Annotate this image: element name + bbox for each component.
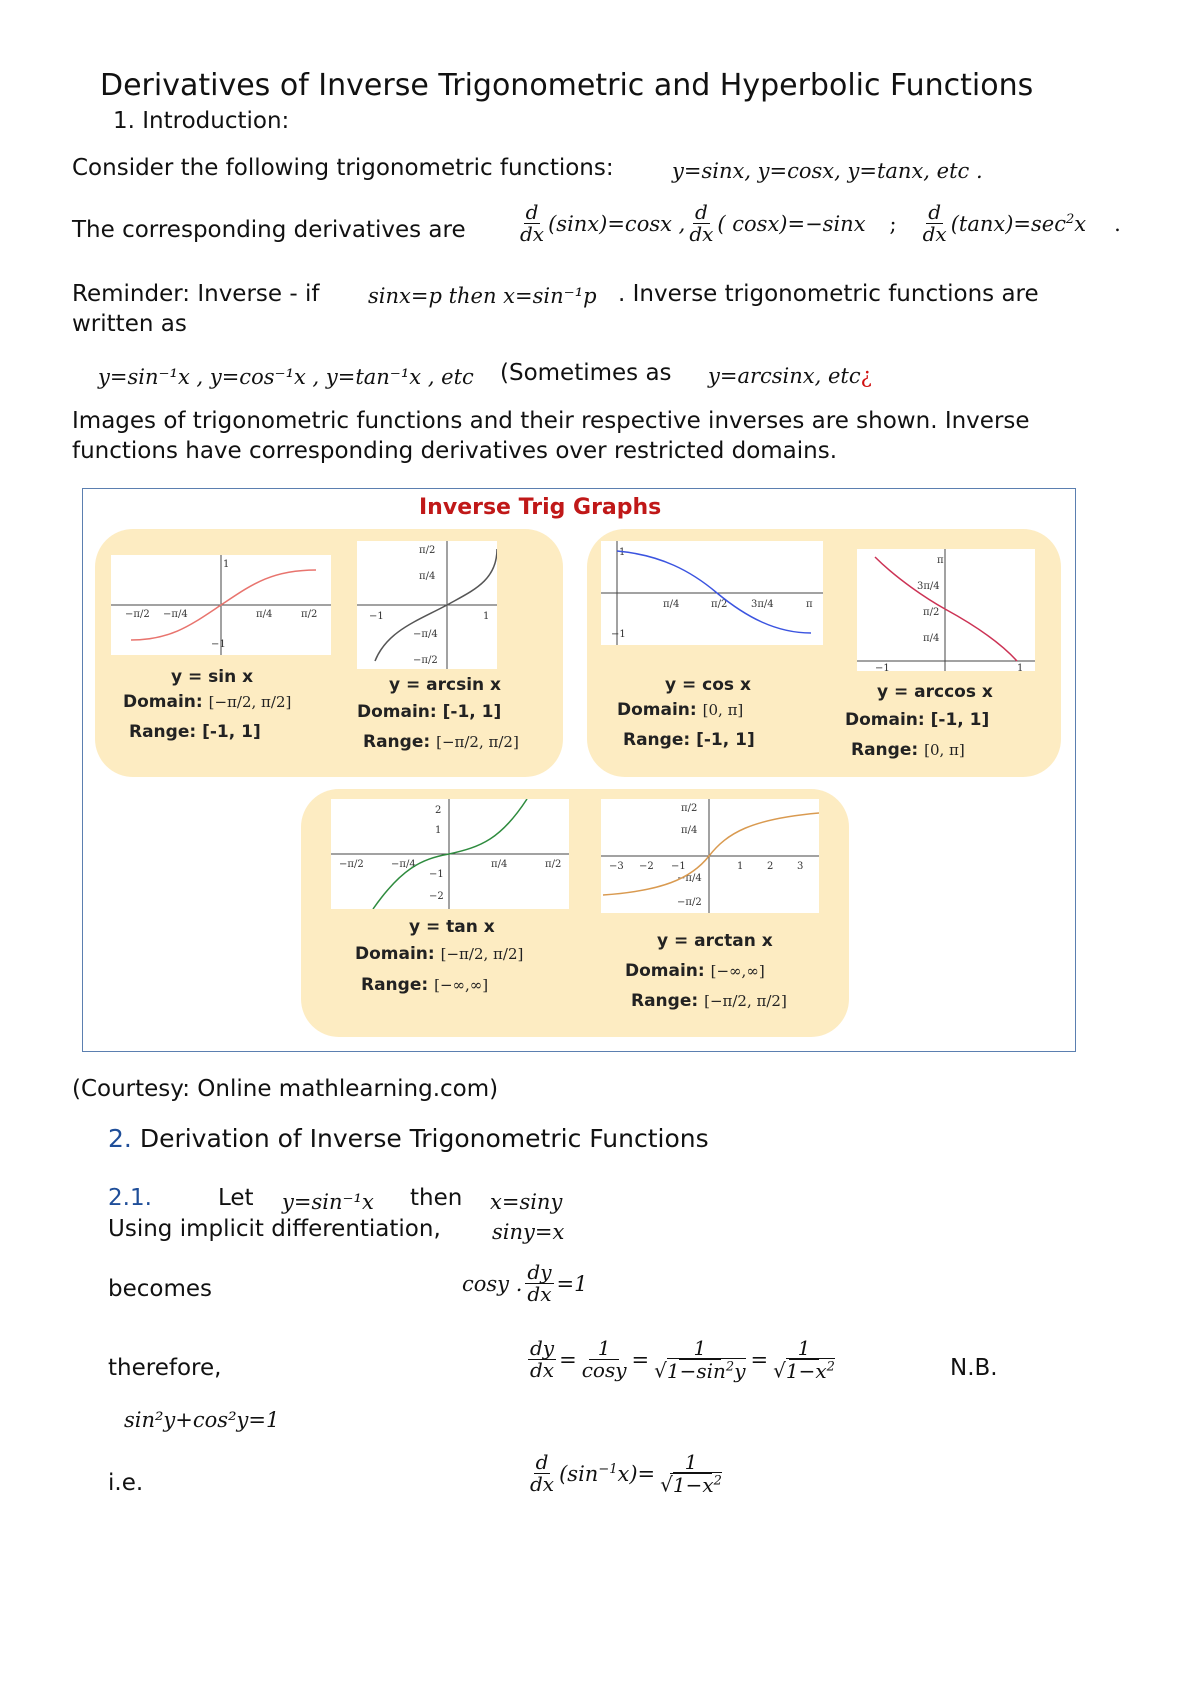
arccos-range: Range: [0, π] <box>851 740 965 760</box>
svg-text:−π/4: −π/4 <box>677 873 702 884</box>
svg-text:2: 2 <box>767 861 774 872</box>
svg-text:−1: −1 <box>875 663 890 671</box>
sometimes-text: (Sometimes as <box>500 360 672 386</box>
tan-name: y = tan x <box>409 917 495 937</box>
svg-text:−2: −2 <box>429 891 444 902</box>
derivatives-text: The corresponding derivatives are <box>72 217 466 243</box>
svg-text:−π/2: −π/2 <box>413 655 438 666</box>
derivatives-formula: $\frac{d}{dx}$ (sinx)=cosx , $\frac{d}{dx}$ ( cosx)=−sinx ; $\frac{d}{dx}$ $(\tan x)=\sec^2x$ . <box>520 200 1121 246</box>
intro-heading: 1. Introduction: <box>113 108 290 134</box>
arccos-curve <box>875 557 1017 661</box>
panel-cos-arccos <box>587 529 1061 777</box>
svg-text:3π/4: 3π/4 <box>917 581 940 592</box>
panel-sin-arcsin <box>95 529 563 777</box>
arccos-domain: Domain: [-1, 1] <box>845 710 990 730</box>
cos-range: Range: [-1, 1] <box>623 730 755 750</box>
svg-text:−1: −1 <box>369 611 384 622</box>
svg-text:π/4: π/4 <box>923 633 940 644</box>
written-as: written as <box>72 311 187 337</box>
ie-text: i.e. <box>108 1470 144 1496</box>
tan-range: Range: [−∞,∞] <box>361 975 489 995</box>
section2-heading: 2. Derivation of Inverse Trigonometric Functions <box>108 1124 709 1153</box>
implicit-text: Using implicit differentiation, <box>108 1216 441 1242</box>
arctan-name: y = arctan x <box>657 931 773 951</box>
svg-text:−π/4: −π/4 <box>391 859 416 870</box>
becomes-formula: cosy . $\frac{dy}{dx}$ =1 <box>462 1260 588 1306</box>
nb-text: N.B. <box>950 1355 998 1381</box>
then-text: then <box>410 1185 463 1211</box>
svg-text:−1: −1 <box>211 639 226 650</box>
courtesy: (Courtesy: Online mathlearning.com) <box>72 1076 499 1102</box>
arctan-range: Range: [−π/2, π/2] <box>631 991 787 1011</box>
svg-text:π/4: π/4 <box>256 609 273 620</box>
svg-text:π/4: π/4 <box>681 825 698 836</box>
figure-title: Inverse Trig Graphs <box>419 495 662 520</box>
images-line-2: functions have corresponding derivatives over restricted domains. <box>72 438 838 464</box>
svg-text:−π/2: −π/2 <box>677 897 702 908</box>
arcsin-name: y = arcsin x <box>389 675 502 695</box>
inverse-forms: y=sin⁻¹x , y=cos⁻¹x , y=tan⁻¹x , etc <box>98 365 474 389</box>
svg-text:π/2: π/2 <box>419 545 436 556</box>
svg-text:−1: −1 <box>671 861 686 872</box>
svg-text:1: 1 <box>435 825 442 836</box>
svg-text:π/4: π/4 <box>419 571 436 582</box>
therefore-text: therefore, <box>108 1355 222 1381</box>
svg-text:π/2: π/2 <box>301 609 318 620</box>
svg-text:−π/2: −π/2 <box>339 859 364 870</box>
svg-text:π/2: π/2 <box>923 607 940 618</box>
consider-math: y=sinx, y=cosx, y=tanx, etc . <box>672 159 983 183</box>
implicit-math: siny=x <box>492 1220 565 1244</box>
svg-text:1: 1 <box>1017 663 1024 671</box>
then-math: x=siny <box>490 1190 563 1214</box>
arctan-graph <box>601 799 819 913</box>
svg-text:1: 1 <box>619 547 626 558</box>
svg-text:π/4: π/4 <box>491 859 508 870</box>
svg-text:−π/4: −π/4 <box>413 629 438 640</box>
becomes-text: becomes <box>108 1276 213 1302</box>
svg-text:π/2: π/2 <box>711 599 728 610</box>
sin-graph <box>111 555 331 655</box>
svg-text:π/2: π/2 <box>545 859 562 870</box>
let-text: Let <box>218 1185 254 1211</box>
subsection-number: 2.1. <box>108 1185 152 1211</box>
therefore-formula: $\frac{dy}{dx}$ = $\frac{1}{\cos y}$ = $\frac{1}{√1-\sin^2y}$ = $\frac{1}{√1-x^2}$ <box>530 1336 835 1383</box>
svg-text:−π/4: −π/4 <box>163 609 188 620</box>
reminder-text: Reminder: Inverse - if <box>72 281 320 307</box>
reminder-math: sinx=p then x=sin⁻¹p <box>368 284 597 308</box>
svg-text:π/2: π/2 <box>681 803 698 814</box>
svg-text:π: π <box>937 555 944 566</box>
arctan-curve <box>603 813 819 895</box>
identity-math: sin²y+cos²y=1 <box>124 1408 280 1432</box>
arcsin-graph <box>357 541 497 669</box>
consider-text: Consider the following trigonometric functions: <box>72 155 614 181</box>
let-math: y=sin⁻¹x <box>282 1190 374 1214</box>
svg-text:1: 1 <box>223 559 230 570</box>
cos-curve <box>617 551 811 633</box>
sometimes-math: y=arcsinx, etc¿ <box>708 364 872 388</box>
reminder-tail: . Inverse trigonometric functions are <box>618 281 1039 307</box>
svg-text:−1: −1 <box>429 869 444 880</box>
sin-domain: Domain: [−π/2, π/2] <box>123 692 292 712</box>
inverse-trig-figure <box>82 488 1076 1052</box>
svg-text:π: π <box>806 599 813 610</box>
svg-text:3: 3 <box>797 861 804 872</box>
arcsin-domain: Domain: [-1, 1] <box>357 702 502 722</box>
svg-text:−1: −1 <box>611 629 626 640</box>
cos-domain: Domain: [0, π] <box>617 700 744 720</box>
images-line-1: Images of trigonometric functions and their respective inverses are shown. Inverse <box>72 408 1030 434</box>
svg-text:1: 1 <box>483 611 490 622</box>
arccos-name: y = arccos x <box>877 682 993 702</box>
svg-text:1: 1 <box>737 861 744 872</box>
page-title: Derivatives of Inverse Trigonometric and Hyperbolic Functions <box>100 68 1034 103</box>
svg-text:−3: −3 <box>609 861 624 872</box>
svg-text:3π/4: 3π/4 <box>751 599 774 610</box>
svg-text:π/4: π/4 <box>663 599 680 610</box>
arctan-domain: Domain: [−∞,∞] <box>625 961 765 981</box>
tan-graph <box>331 799 569 909</box>
cos-graph <box>601 541 823 645</box>
svg-text:−2: −2 <box>639 861 654 872</box>
svg-text:2: 2 <box>435 805 442 816</box>
tan-domain: Domain: [−π/2, π/2] <box>355 944 524 964</box>
sin-name: y = sin x <box>171 667 254 687</box>
sin-range: Range: [-1, 1] <box>129 722 261 742</box>
panel-tan-arctan <box>301 789 849 1037</box>
svg-text:−π/2: −π/2 <box>125 609 150 620</box>
cos-name: y = cos x <box>665 675 751 695</box>
arcsin-range: Range: [−π/2, π/2] <box>363 732 519 752</box>
arccos-graph <box>857 549 1035 671</box>
final-formula: $\frac{d}{dx}$ $(\sin^{-1}x)=$ $\frac{1}{√1-x^2}$ <box>530 1450 722 1497</box>
